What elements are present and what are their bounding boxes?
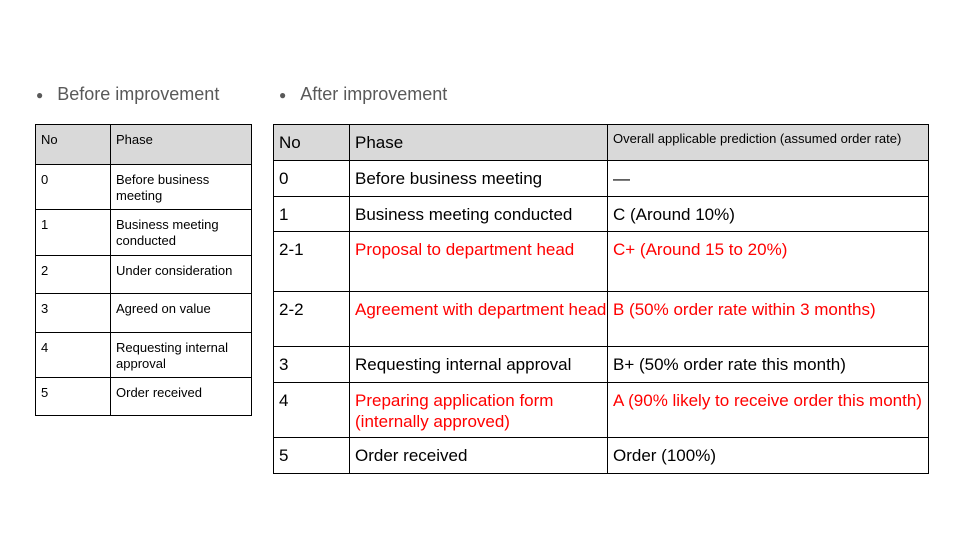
cell-prediction: —: [608, 161, 929, 197]
bullet-icon: ●: [36, 87, 44, 102]
cell-no: 3: [274, 347, 350, 383]
cell-no: 2-1: [274, 232, 350, 292]
cell-phase: Order received: [111, 378, 252, 416]
header-cell-phase: Phase: [350, 125, 608, 161]
table-row: [274, 383, 929, 438]
cell-prediction: Order (100%): [608, 438, 929, 474]
table-header-row: [36, 125, 252, 165]
header-cell-phase: Phase: [111, 125, 252, 165]
cell-no: 0: [36, 165, 111, 210]
cell-no: 1: [274, 197, 350, 232]
before-heading-text: Before improvement: [57, 84, 220, 104]
cell-no: 3: [36, 294, 111, 333]
table-header-row: [274, 125, 929, 161]
cell-phase: Before business meeting: [111, 165, 252, 210]
table-row: [36, 333, 252, 378]
cell-phase: Business meeting conducted: [350, 197, 608, 232]
cell-no: 4: [274, 383, 350, 438]
cell-phase: Proposal to department head: [350, 232, 608, 292]
cell-prediction: A (90% likely to receive order this month): [608, 383, 929, 438]
cell-phase: Before business meeting: [350, 161, 608, 197]
table-row: [274, 347, 929, 383]
table-row: [36, 210, 252, 256]
table-row: [274, 292, 929, 347]
table-row: [274, 161, 929, 197]
table-row: [36, 165, 252, 210]
after-table: [273, 124, 929, 474]
table-row: [274, 438, 929, 474]
table-row: [36, 256, 252, 294]
cell-phase: Business meeting conducted: [111, 210, 252, 256]
cell-no: 1: [36, 210, 111, 256]
cell-phase: Agreed on value: [111, 294, 252, 333]
cell-no: 0: [274, 161, 350, 197]
table-row: [36, 294, 252, 333]
before-table: [35, 124, 252, 416]
cell-no: 5: [274, 438, 350, 474]
cell-no: 2: [36, 256, 111, 294]
after-heading: [279, 84, 447, 105]
header-cell-no: No: [274, 125, 350, 161]
cell-phase: Requesting internal approval: [111, 333, 252, 378]
cell-phase: Under consideration: [111, 256, 252, 294]
header-cell-no: No: [36, 125, 111, 165]
cell-no: 5: [36, 378, 111, 416]
cell-phase: Agreement with department head: [350, 292, 608, 347]
table-row: [36, 378, 252, 416]
cell-phase: Order received: [350, 438, 608, 474]
after-heading-text: After improvement: [300, 84, 448, 104]
bullet-icon: ●: [279, 87, 287, 102]
cell-prediction: C+ (Around 15 to 20%): [608, 232, 929, 292]
header-cell-prediction: Overall applicable prediction (assumed order rate): [608, 125, 929, 161]
before-heading: [36, 84, 219, 105]
cell-prediction: C (Around 10%): [608, 197, 929, 232]
cell-prediction: B+ (50% order rate this month): [608, 347, 929, 383]
cell-no: 4: [36, 333, 111, 378]
cell-phase: Requesting internal approval: [350, 347, 608, 383]
cell-no: 2-2: [274, 292, 350, 347]
table-row: [274, 232, 929, 292]
table-row: [274, 197, 929, 232]
cell-prediction: B (50% order rate within 3 months): [608, 292, 929, 347]
cell-phase: Preparing application form (internally approved): [350, 383, 608, 438]
